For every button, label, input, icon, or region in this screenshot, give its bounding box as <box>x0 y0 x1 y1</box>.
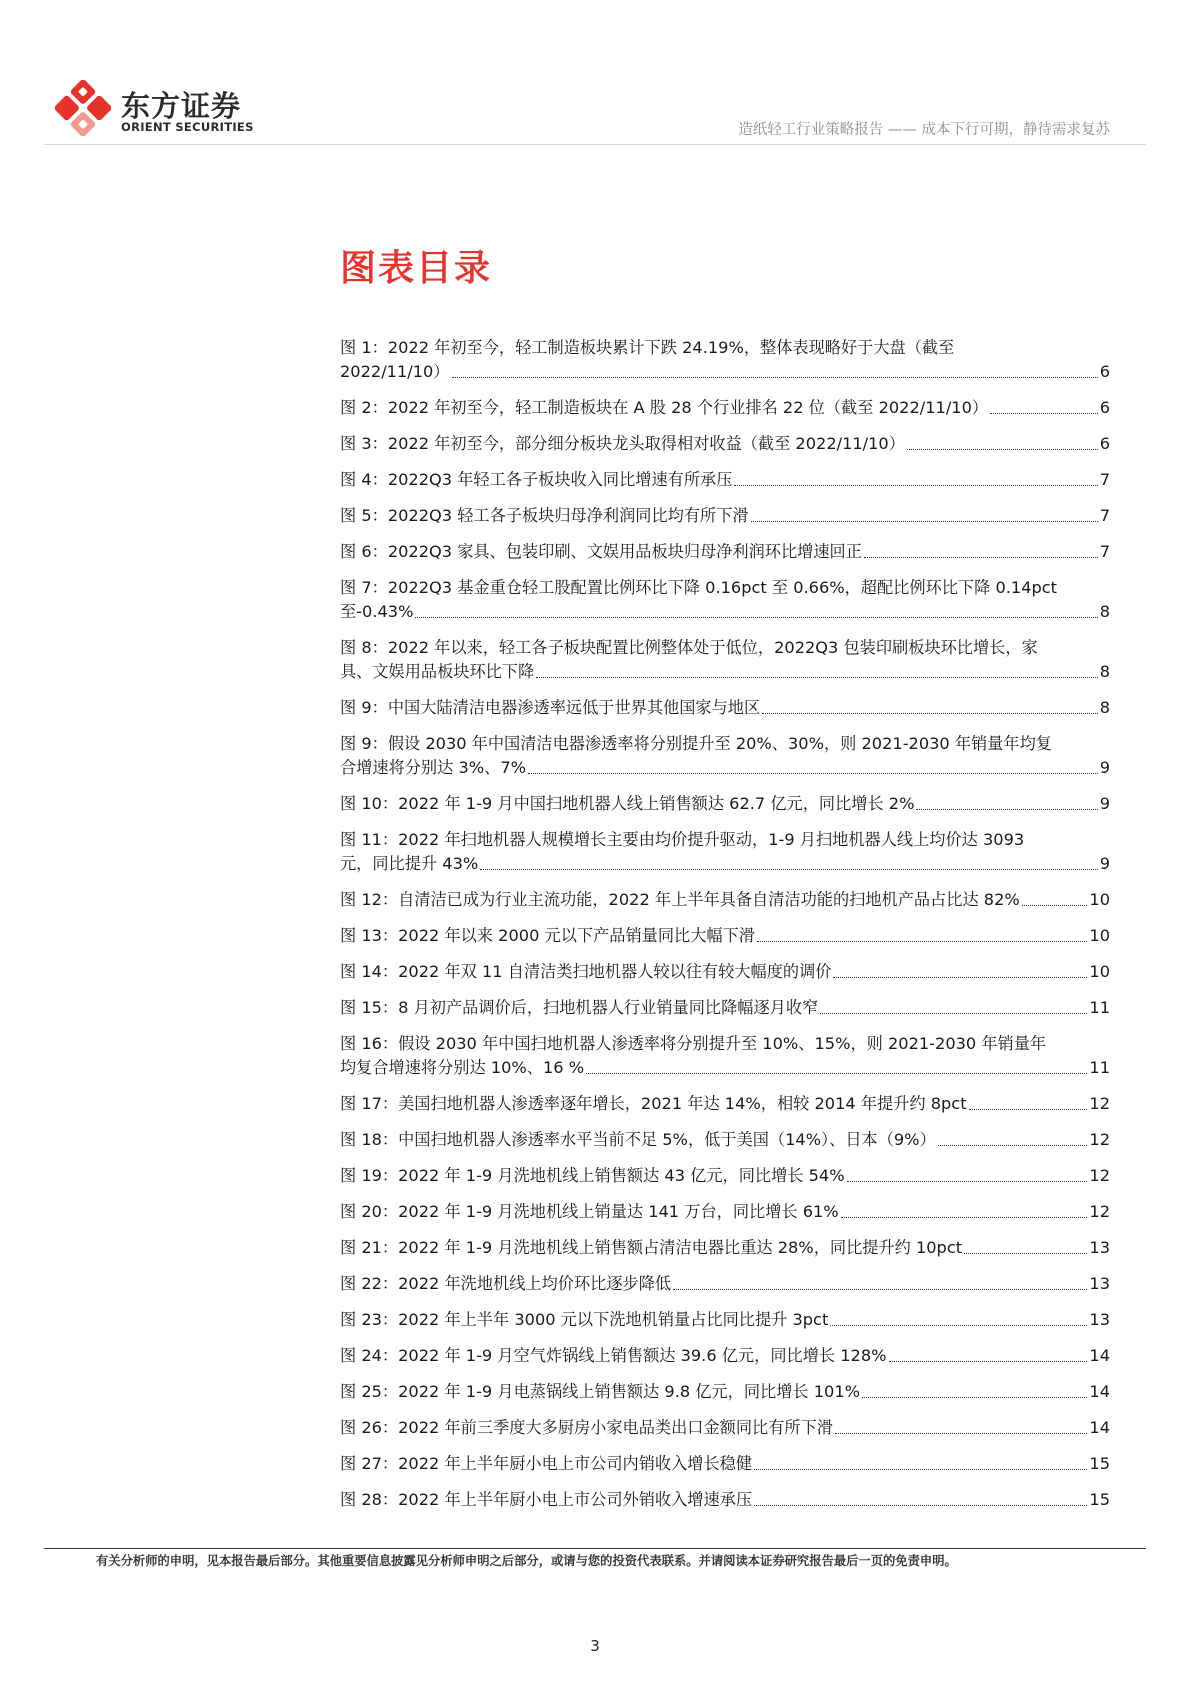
toc-entry-text: 图 15：8 月初产品调价后，扫地机器人行业销量同比降幅逐月收窄 <box>340 998 819 1017</box>
toc-dot-leader <box>1022 905 1088 906</box>
toc-page-number: 10 <box>1089 890 1110 909</box>
toc-entry-text: 均复合增速将分别达 10%、16 % <box>340 1058 585 1077</box>
toc-entry-text: 图 27：2022 年上半年厨小电上市公司内销收入增长稳健 <box>340 1454 753 1473</box>
toc-entry-text: 图 24：2022 年 1-9 月空气炸锅线上销售额达 39.6 亿元，同比增长 128% <box>340 1346 887 1365</box>
toc-entry[interactable] <box>340 1200 1110 1224</box>
toc-entry-text: 图 20：2022 年 1-9 月洗地机线上销量达 141 万台，同比增长 61% <box>340 1202 839 1221</box>
toc-entry[interactable] <box>340 1128 1110 1152</box>
toc-page-number: 13 <box>1089 1310 1110 1329</box>
toc-page-number: 6 <box>1099 398 1110 417</box>
toc-entry-text: 图 18：中国扫地机器人渗透率水平当前不足 5%，低于美国（14%）、日本（9%） <box>340 1130 936 1149</box>
toc-entry-text: 图 17：美国扫地机器人渗透率逐年增长，2021 年达 14%，相较 2014 年提升约 8pct <box>340 1094 967 1113</box>
toc-heading: 图表目录 <box>340 248 493 289</box>
toc-entry[interactable] <box>340 336 1110 384</box>
toc-dot-leader <box>586 1073 1087 1074</box>
toc-page-number: 8 <box>1099 698 1110 717</box>
toc-page-number: 15 <box>1089 1490 1110 1509</box>
toc-page-number: 11 <box>1089 1058 1110 1077</box>
toc-entry[interactable] <box>340 540 1110 564</box>
toc-entry-text: 图 10：2022 年 1-9 月中国扫地机器人线上销售额达 62.7 亿元，同比增长 2% <box>340 794 915 813</box>
toc-dot-leader <box>969 1109 1088 1110</box>
toc-entry[interactable] <box>340 960 1110 984</box>
toc-page-number: 7 <box>1099 470 1110 489</box>
toc-entry-text: 图 28：2022 年上半年厨小电上市公司外销收入增速承压 <box>340 1490 753 1509</box>
toc-dot-leader <box>916 809 1097 810</box>
toc-entry[interactable] <box>340 432 1110 456</box>
toc-entry[interactable] <box>340 1032 1110 1080</box>
toc-entry-text: 元，同比提升 43% <box>340 854 479 873</box>
toc-dot-leader <box>452 377 1098 378</box>
toc-entry[interactable] <box>340 1308 1110 1332</box>
toc-entry[interactable] <box>340 828 1110 876</box>
toc-entry-text: 图 21：2022 年 1-9 月洗地机线上销售额占清洁电器比重达 28%，同比提升约 10pct <box>340 1238 963 1257</box>
toc-dot-leader <box>415 617 1097 618</box>
toc-dot-leader <box>864 557 1098 558</box>
toc-dot-leader <box>734 485 1097 486</box>
toc-dot-leader <box>990 413 1098 414</box>
toc-entry[interactable] <box>340 1416 1110 1440</box>
toc-dot-leader <box>754 1469 1087 1470</box>
toc-entry-text: 合增速将分别达 3%、7% <box>340 758 527 777</box>
toc-entry-text: 图 11：2022 年扫地机器人规模增长主要由均价提升驱动，1-9 月扫地机器人线上均价达 3093 <box>340 830 1025 849</box>
toc-entry-text: 图 26：2022 年前三季度大多厨房小家电品类出口金额同比有所下滑 <box>340 1418 833 1437</box>
toc-page-number: 14 <box>1089 1418 1110 1437</box>
toc-entry-text: 图 2：2022 年初至今，轻工制造板块在 A 股 28 个行业排名 22 位（截至 2022/11/10） <box>340 398 989 417</box>
toc-dot-leader <box>751 521 1098 522</box>
toc-entry-text: 图 12：自清洁已成为行业主流功能，2022 年上半年具备自清洁功能的扫地机产品占比达 82% <box>340 890 1020 909</box>
toc-entry-text: 图 13：2022 年以来 2000 元以下产品销量同比大幅下滑 <box>340 926 755 945</box>
toc-entry[interactable] <box>340 1092 1110 1116</box>
toc-entry-text: 图 5：2022Q3 轻工各子板块归母净利润同比均有所下滑 <box>340 506 749 525</box>
toc-page-number: 12 <box>1089 1166 1110 1185</box>
toc-entry[interactable] <box>340 792 1110 816</box>
toc-dot-leader <box>536 677 1097 678</box>
toc-entry[interactable] <box>340 576 1110 624</box>
toc-page-number: 10 <box>1089 962 1110 981</box>
logo-english-name: ORIENT SECURITIES <box>121 120 254 134</box>
toc-dot-leader <box>833 977 1087 978</box>
toc-entry-text: 图 7：2022Q3 基金重仓轻工股配置比例环比下降 0.16pct 至 0.66%，超配比例环比下降 0.14pct <box>340 578 1058 597</box>
toc-dot-leader <box>480 869 1097 870</box>
toc-page-number: 12 <box>1089 1202 1110 1221</box>
toc-entry[interactable] <box>340 888 1110 912</box>
toc-dot-leader <box>762 713 1098 714</box>
toc-page-number: 6 <box>1099 434 1110 453</box>
page-number: 3 <box>590 1637 600 1655</box>
toc-dot-leader <box>528 773 1098 774</box>
toc-entry[interactable] <box>340 1380 1110 1404</box>
toc-entry[interactable] <box>340 1236 1110 1260</box>
report-title: 造纸轻工行业策略报告 —— 成本下行可期，静待需求复苏 <box>738 122 1110 138</box>
toc-entry[interactable] <box>340 696 1110 720</box>
toc-entry-text: 图 16：假设 2030 年中国扫地机器人渗透率将分别提升至 10%、15%，则 2021-2030 年销量年 <box>340 1034 1047 1053</box>
toc-entry-text: 至-0.43% <box>340 602 414 621</box>
toc-page-number: 12 <box>1089 1130 1110 1149</box>
toc-page-number: 12 <box>1089 1094 1110 1113</box>
toc-entry-text: 图 14：2022 年双 11 自清洁类扫地机器人较以往有较大幅度的调价 <box>340 962 832 981</box>
toc-entry-text: 2022/11/10） <box>340 362 450 381</box>
toc-page-number: 14 <box>1089 1346 1110 1365</box>
logo-chinese-name: 东方证券 <box>121 89 242 123</box>
toc-list <box>340 336 1110 1524</box>
toc-entry-text: 图 9：中国大陆清洁电器渗透率远低于世界其他国家与地区 <box>340 698 761 717</box>
footer-disclaimer: 有关分析师的申明，见本报告最后部分。其他重要信息披露见分析师申明之后部分，或请与您的投资代表联系。并请阅读本证券研究报告最后一页的免责申明。 <box>96 1554 957 1568</box>
toc-entry-text: 图 8：2022 年以来，轻工各子板块配置比例整体处于低位，2022Q3 包装印刷板块环比增长，家 <box>340 638 1038 657</box>
toc-dot-leader <box>830 1325 1087 1326</box>
company-logo <box>55 80 275 140</box>
toc-dot-leader <box>847 1181 1088 1182</box>
toc-entry-text: 图 25：2022 年 1-9 月电蒸锅线上销售额达 9.8 亿元，同比增长 101% <box>340 1382 861 1401</box>
toc-entry-text: 图 19：2022 年 1-9 月洗地机线上销售额达 43 亿元，同比增长 54% <box>340 1166 845 1185</box>
toc-entry-text: 图 22：2022 年洗地机线上均价环比逐步降低 <box>340 1274 672 1293</box>
toc-entry-text: 图 23：2022 年上半年 3000 元以下洗地机销量占比同比提升 3pct <box>340 1310 829 1329</box>
orient-logo-icon <box>55 80 111 136</box>
toc-entry-text: 具、文娱用品板块环比下降 <box>340 662 535 681</box>
toc-page-number: 9 <box>1099 758 1110 777</box>
toc-entry[interactable] <box>340 1272 1110 1296</box>
footer-divider <box>44 1548 1146 1549</box>
toc-page-number: 13 <box>1089 1238 1110 1257</box>
toc-entry[interactable] <box>340 636 1110 684</box>
toc-entry[interactable] <box>340 396 1110 420</box>
toc-entry[interactable] <box>340 996 1110 1020</box>
toc-entry-text: 图 9：假设 2030 年中国清洁电器渗透率将分别提升至 20%、30%，则 2021-2030 年销量年均复 <box>340 734 1052 753</box>
toc-page-number: 13 <box>1089 1274 1110 1293</box>
toc-entry[interactable] <box>340 732 1110 780</box>
toc-dot-leader <box>820 1013 1087 1014</box>
toc-entry[interactable] <box>340 468 1110 492</box>
toc-page-number: 9 <box>1099 854 1110 873</box>
toc-entry[interactable] <box>340 504 1110 528</box>
toc-page-number: 6 <box>1099 362 1110 381</box>
toc-entry[interactable] <box>340 924 1110 948</box>
toc-page-number: 14 <box>1089 1382 1110 1401</box>
toc-entry-text: 图 1：2022 年初至今，轻工制造板块累计下跌 24.19%，整体表现略好于大盘（截至 <box>340 338 955 357</box>
toc-dot-leader <box>841 1217 1088 1218</box>
toc-dot-leader <box>673 1289 1087 1290</box>
toc-dot-leader <box>757 941 1087 942</box>
toc-entry-text: 图 3：2022 年初至今，部分细分板块龙头取得相对收益（截至 2022/11/10） <box>340 434 905 453</box>
toc-entry[interactable] <box>340 1452 1110 1476</box>
toc-entry-text: 图 6：2022Q3 家具、包装印刷、文娱用品板块归母净利润环比增速回正 <box>340 542 862 561</box>
toc-entry[interactable] <box>340 1164 1110 1188</box>
toc-dot-leader <box>938 1145 1088 1146</box>
toc-page-number: 8 <box>1099 602 1110 621</box>
toc-page-number: 7 <box>1099 542 1110 561</box>
toc-entry-text: 图 4：2022Q3 年轻工各子板块收入同比增速有所承压 <box>340 470 733 489</box>
toc-page-number: 9 <box>1099 794 1110 813</box>
toc-page-number: 8 <box>1099 662 1110 681</box>
toc-entry[interactable] <box>340 1344 1110 1368</box>
toc-dot-leader <box>964 1253 1087 1254</box>
header-divider <box>44 144 1146 145</box>
toc-dot-leader <box>754 1505 1087 1506</box>
toc-page-number: 7 <box>1099 506 1110 525</box>
toc-entry[interactable] <box>340 1488 1110 1512</box>
toc-dot-leader <box>889 1361 1088 1362</box>
toc-page-number: 10 <box>1089 926 1110 945</box>
toc-dot-leader <box>835 1433 1087 1434</box>
toc-page-number: 15 <box>1089 1454 1110 1473</box>
toc-page-number: 11 <box>1089 998 1110 1017</box>
toc-dot-leader <box>862 1397 1087 1398</box>
toc-dot-leader <box>907 449 1098 450</box>
